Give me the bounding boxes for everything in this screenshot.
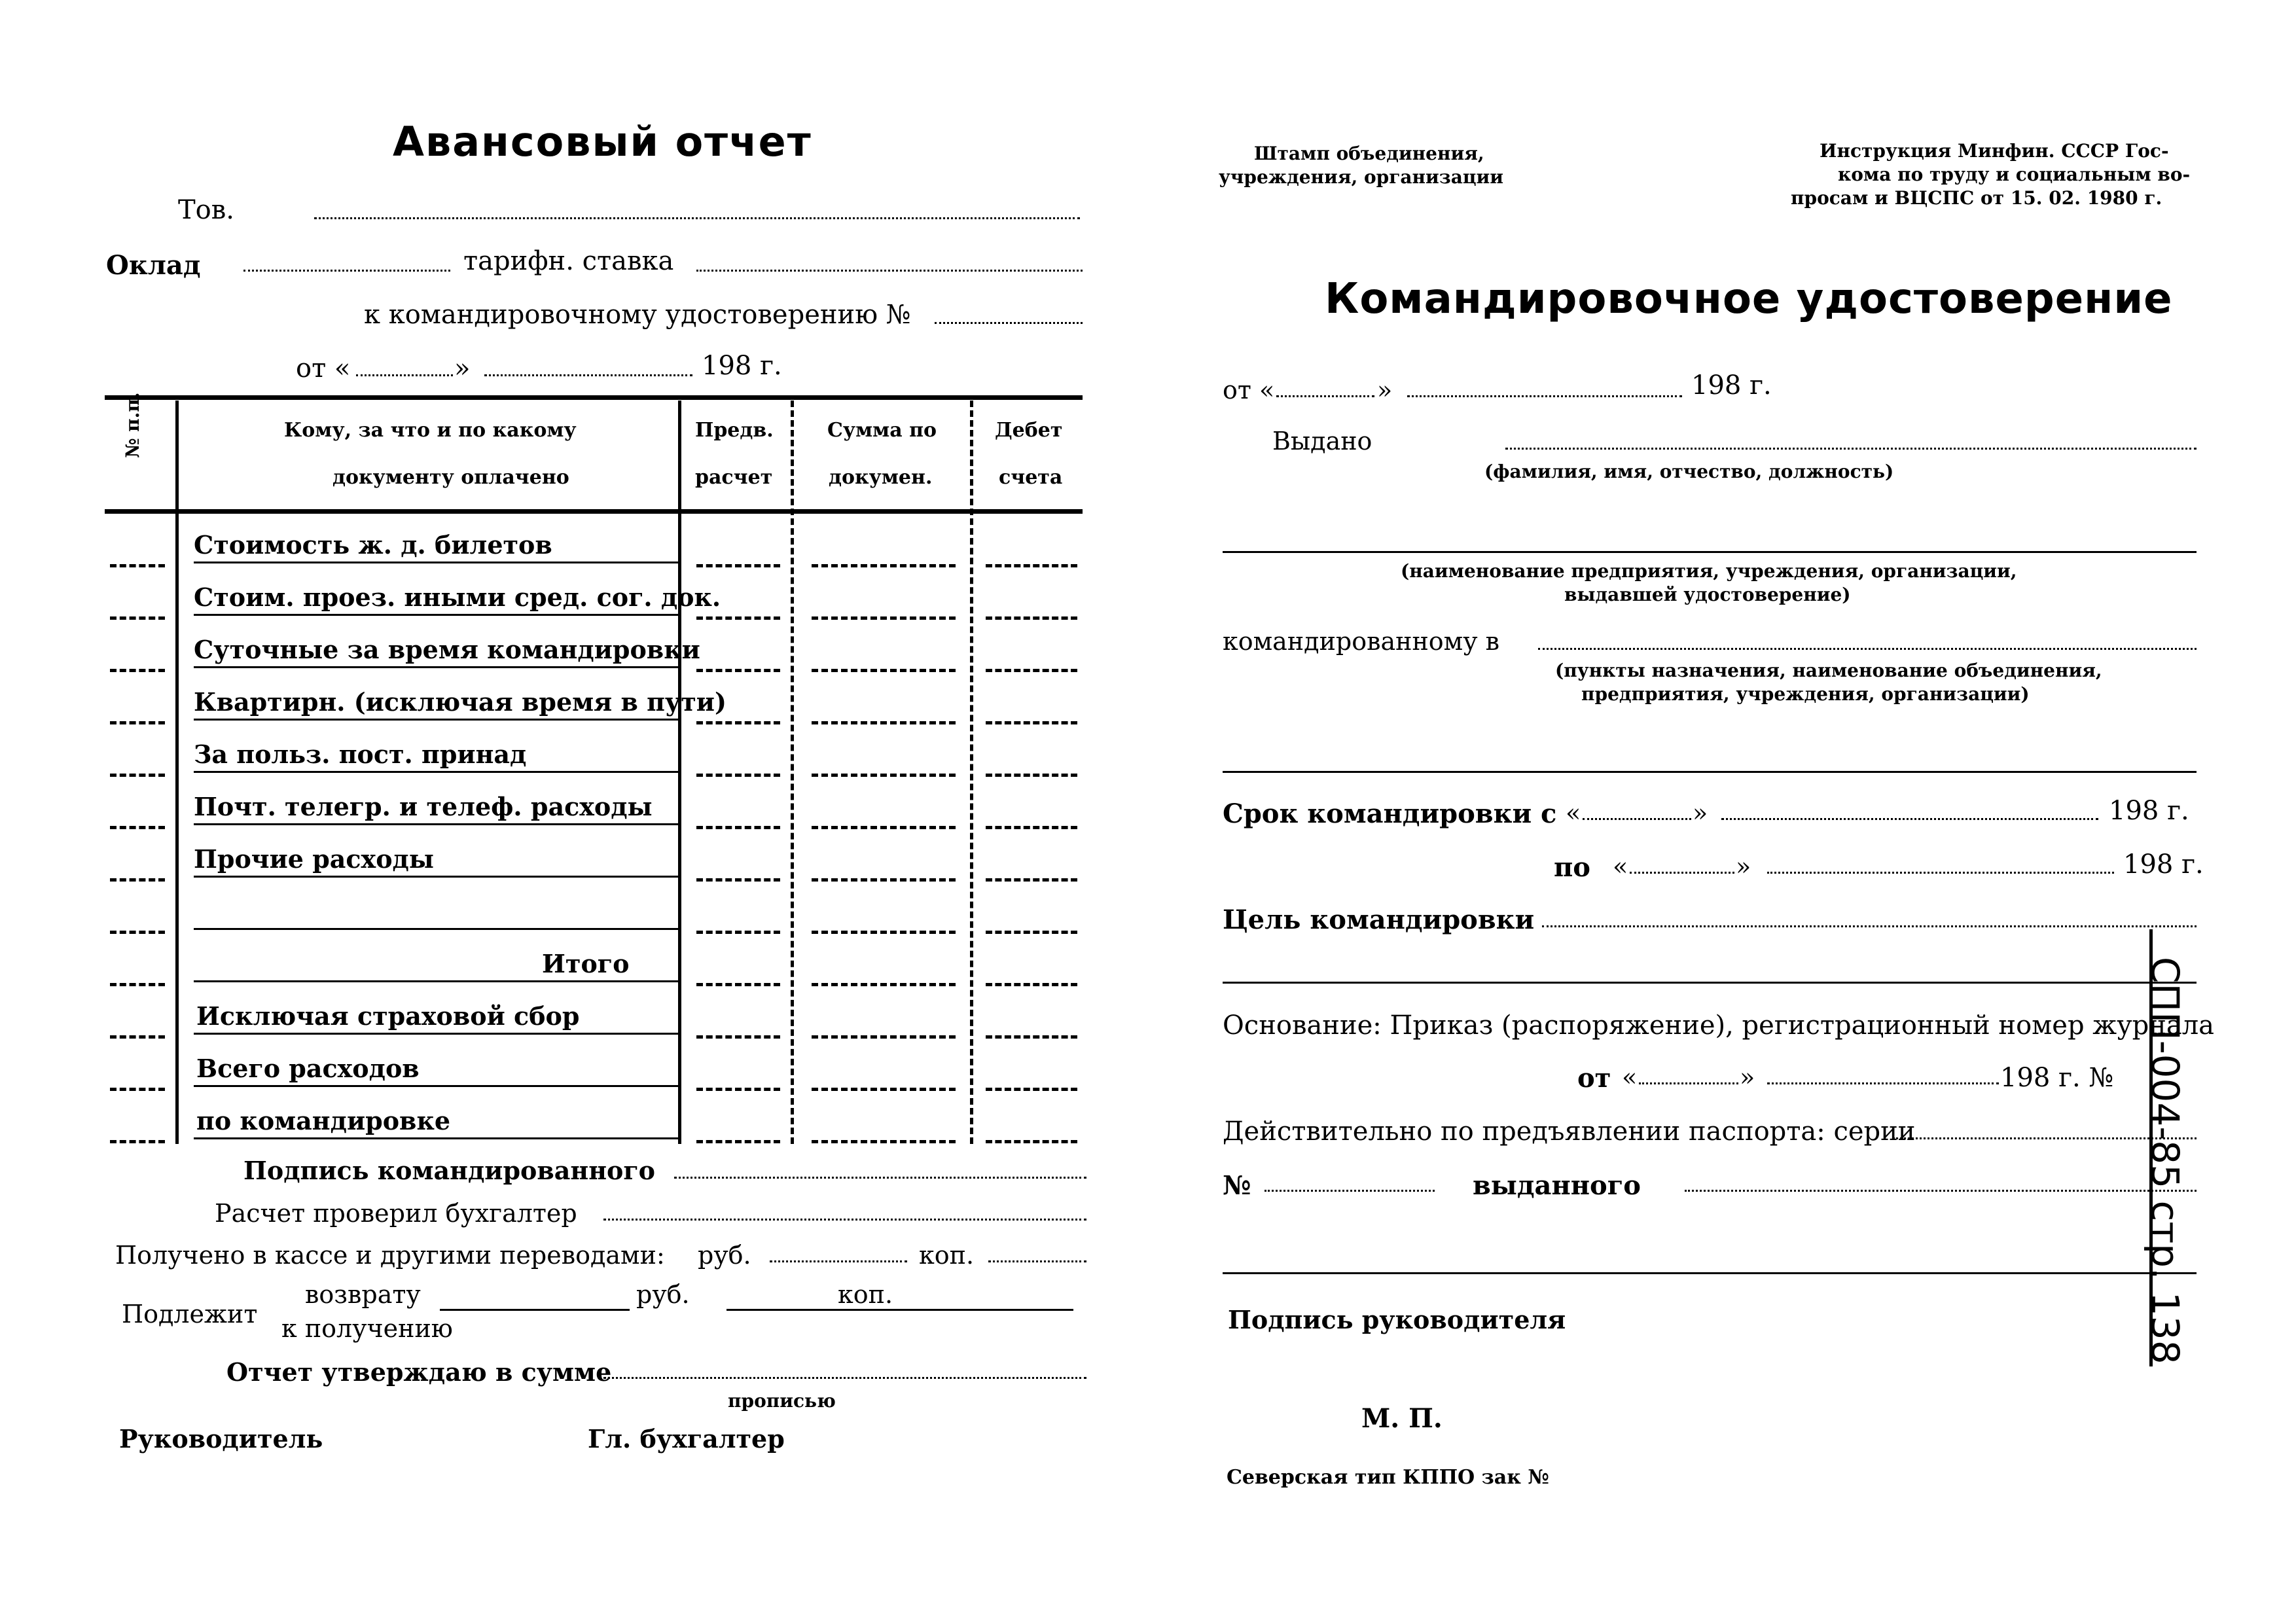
osnovanie-label: Основание: Приказ (распоряжение), регистрационный номер журнала: [1223, 1010, 2214, 1041]
num-label: №: [1223, 1170, 1251, 1201]
sign-komand-field[interactable]: [674, 1177, 1086, 1179]
raschet-field[interactable]: [603, 1219, 1086, 1221]
org-field[interactable]: [1223, 551, 2197, 553]
tarif-label: тарифн. ставка: [463, 246, 674, 276]
polucheno-label: Получено в кассе и другими переводами:: [115, 1241, 665, 1270]
punkt-hint-2: предприятия, учреждения, организации): [1581, 683, 2030, 705]
fio-hint: (фамилия, имя, отчество, должность): [1484, 461, 1894, 482]
ot2-month-field[interactable]: [1767, 1082, 1999, 1084]
polucheno-kop-field[interactable]: [988, 1260, 1086, 1262]
k-udost-label: к командировочному удостоверению №: [364, 300, 911, 330]
ot-year: 198 г.: [702, 351, 782, 381]
org-hint-2: выдавшей удостоверение): [1564, 584, 1851, 605]
col-pred-header-2: расчет: [695, 466, 773, 489]
vozvratu-kop-label: коп.: [838, 1280, 893, 1309]
oklad-field[interactable]: [243, 270, 450, 272]
col-num-header: № п.п.: [122, 392, 143, 458]
ot-label: от «: [296, 353, 351, 383]
col-sum-header-2: докумен.: [829, 466, 933, 489]
vydannogo-field[interactable]: [1685, 1190, 2197, 1192]
stamp-line-2: учреждения, организации: [1219, 166, 1504, 188]
oklad-label: Оклад: [106, 250, 201, 281]
po-day-field[interactable]: [1630, 872, 1734, 874]
po-month-field[interactable]: [1767, 872, 2114, 874]
ot-month-field-right[interactable]: [1407, 395, 1682, 397]
ot-day-field-right[interactable]: [1276, 395, 1374, 397]
po-year: 198 г.: [2123, 849, 2204, 880]
ot2-label: от: [1577, 1063, 1611, 1094]
polucheno-rub-field[interactable]: [770, 1260, 907, 1262]
srok-month-field[interactable]: [1721, 818, 2098, 820]
ot-day-field[interactable]: [356, 374, 453, 376]
deistv-label: Действительно по предъявлении паспорта: серии: [1223, 1116, 1916, 1147]
vydano-label: Выдано: [1272, 427, 1372, 455]
k-polucheniyu-label: к получению: [281, 1314, 453, 1343]
ot2-day-field[interactable]: [1639, 1082, 1738, 1084]
col-whom-header-1: Кому, за что и по какому: [284, 419, 577, 442]
vozvratu-rub-field[interactable]: [440, 1309, 630, 1311]
otchet-label: Отчет утверждаю в сумме: [226, 1357, 612, 1387]
rukovoditel-label: Руководитель: [119, 1424, 323, 1454]
komand-field[interactable]: [1538, 648, 2197, 650]
col-debet-header-1: Дебет: [995, 419, 1063, 442]
col-whom-header-2: документу оплачено: [332, 466, 569, 489]
komand-field-2[interactable]: [1223, 771, 2197, 773]
instr-line-3: просам и ВЦСПС от 15. 02. 1980 г.: [1791, 187, 2162, 209]
tov-field[interactable]: [314, 217, 1080, 219]
ot2-year: 198 г. №: [2000, 1063, 2114, 1093]
gl-buh-label: Гл. бухгалтер: [588, 1424, 785, 1454]
propisyu-hint: прописью: [728, 1390, 836, 1412]
ot-month-field[interactable]: [484, 374, 692, 376]
vydannogo-label: выданного: [1473, 1170, 1641, 1201]
ot-year-right: 198 г.: [1691, 370, 1772, 401]
po-label: по: [1554, 852, 1590, 883]
vozvratu-rub-label: руб.: [636, 1280, 690, 1309]
instr-line-1: Инструкция Минфин. СССР Гос-: [1820, 140, 2169, 162]
udost-number-field[interactable]: [935, 322, 1083, 324]
srok-label: Срок командировки с: [1223, 798, 1557, 829]
col-pred-header-1: Предв.: [695, 419, 774, 442]
pasport-num-field[interactable]: [1265, 1190, 1435, 1192]
komand-label: командированному в: [1223, 627, 1500, 656]
sign-komand-label: Подпись командированного: [243, 1156, 656, 1185]
ot-close: »: [454, 353, 471, 383]
otchet-field[interactable]: [603, 1377, 1086, 1379]
vydannogo-field-2[interactable]: [1223, 1272, 2197, 1274]
cel-label: Цель командировки: [1223, 904, 1535, 935]
cel-field-2[interactable]: [1223, 982, 2197, 984]
srok-year: 198 г.: [2109, 796, 2189, 826]
col-debet-header-2: счета: [999, 466, 1063, 489]
polucheno-rub-label: руб.: [698, 1241, 751, 1270]
polucheno-kop-label: коп.: [919, 1241, 975, 1270]
srok-day-field[interactable]: [1583, 818, 1691, 820]
ot-close-right: »: [1377, 376, 1393, 404]
tarif-field[interactable]: [696, 270, 1083, 272]
vozvratu-label: возврату: [305, 1280, 421, 1309]
punkt-hint-1: (пункты назначения, наименование объединения,: [1555, 660, 2102, 681]
vydano-field[interactable]: [1505, 448, 2197, 450]
col-sum-header-1: Сумма по: [827, 419, 937, 442]
cel-field[interactable]: [1542, 925, 2197, 927]
podpis-ruk-label: Подпись руководителя: [1228, 1305, 1566, 1334]
org-hint-1: (наименование предприятия, учреждения, организации,: [1401, 560, 2017, 582]
ot-label-right: от «: [1223, 376, 1275, 404]
stamp-line-1: Штамп объединения,: [1254, 143, 1484, 164]
mp-label: М. П.: [1361, 1403, 1443, 1434]
podlezhit-label: Подлежит: [122, 1300, 258, 1329]
certificate-title: Командировочное удостоверение: [1325, 275, 2173, 323]
side-code: СПП-004-85 стр. 138: [2143, 957, 2187, 1364]
tov-label: Тов.: [178, 195, 234, 225]
raschet-label: Расчет проверил бухгалтер: [215, 1199, 577, 1228]
printer-label: Северская тип КППО зак №: [1227, 1466, 1549, 1489]
instr-line-2: кома по труду и социальным во-: [1838, 164, 2191, 185]
vozvratu-kop-field[interactable]: [726, 1309, 1073, 1311]
report-title: Авансовый отчет: [393, 118, 812, 166]
